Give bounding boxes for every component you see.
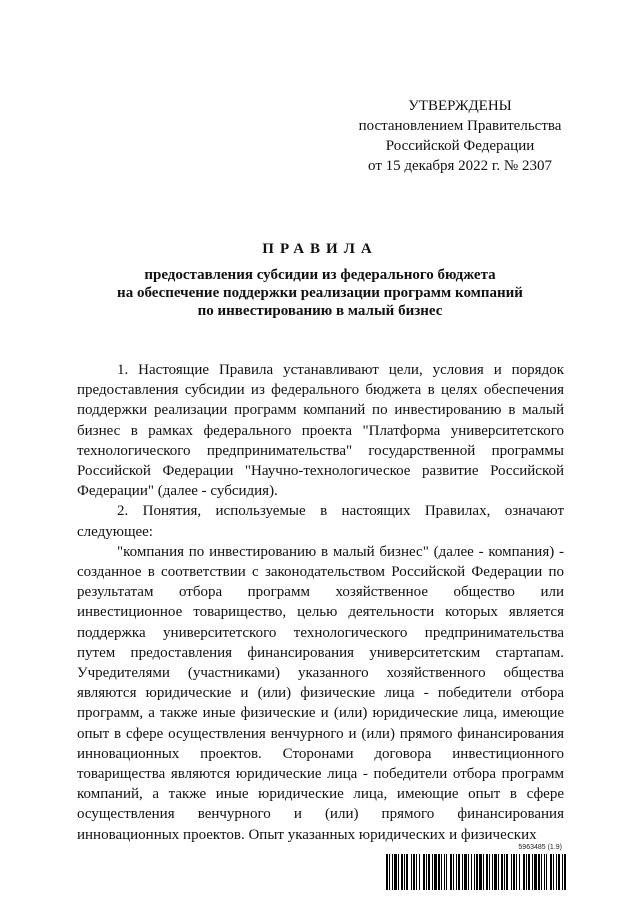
subtitle-line-3: по инвестированию в малый бизнес — [197, 303, 443, 319]
document-title: ПРАВИЛА — [262, 241, 378, 257]
barcode-id: 5963485 (1.9) — [518, 844, 562, 851]
paragraph-2: 2. Понятия, используемые в настоящих Правилах, означают следующее: — [77, 503, 564, 540]
approval-block — [340, 96, 580, 176]
subtitle-line-2: на обеспечение поддержки реализации программ компаний — [117, 285, 523, 301]
document-body — [77, 360, 564, 845]
paragraph-3: "компания по инвестированию в малый бизнес" (далее - компания) - созданное в соответствии с законодательством Российской Федерации по результатам отбора программ хозяйственное общество или инвестиционное товарищество, целью деятельности которых является поддержка университетского технологического предпринимательства путем предоставления финансирования университетским стартапам. Учредителями (участниками) указанного хозяйственного общества являются юридические и (или) физические лица - победители отбора программ, а также иные физические и (или) юридические лица, имеющие опыт в сфере осуществления венчурного и (или) прямого финансирования инновационных проектов. Сторонами договора инвестиционного товарищества являются юридические лица - победители отбора программ компаний, а также иные юридические лица, имеющие опыт в сфере осуществления венчурного и (или) прямого финансирования инновационных проектов. Опыт указанных юридических и физических — [77, 543, 564, 843]
approved-heading: УТВЕРЖДЕНЫ — [408, 98, 512, 114]
subtitle-line-1: предоставления субсидии из федерального бюджета — [144, 267, 496, 283]
barcode-bars — [386, 854, 566, 890]
approval-line-1: постановлением Правительства — [358, 118, 562, 134]
document-subtitle — [60, 266, 580, 320]
paragraph-1: 1. Настоящие Правила устанавливают цели, условия и порядок предоставления субсидии из федерального бюджета в целях обеспечения поддержки реализации программ компаний по инвестированию в малый бизнес в рамках федерального проекта "Платформа университетского технологического предпринимательства" государственной программы Российской Федерации "Научно-технологическое развитие Российской Федерации" (далее - субсидия). — [77, 362, 564, 500]
barcode — [386, 843, 566, 893]
approval-line-3: от 15 декабря 2022 г. № 2307 — [368, 158, 552, 174]
approval-line-2: Российской Федерации — [385, 138, 535, 154]
